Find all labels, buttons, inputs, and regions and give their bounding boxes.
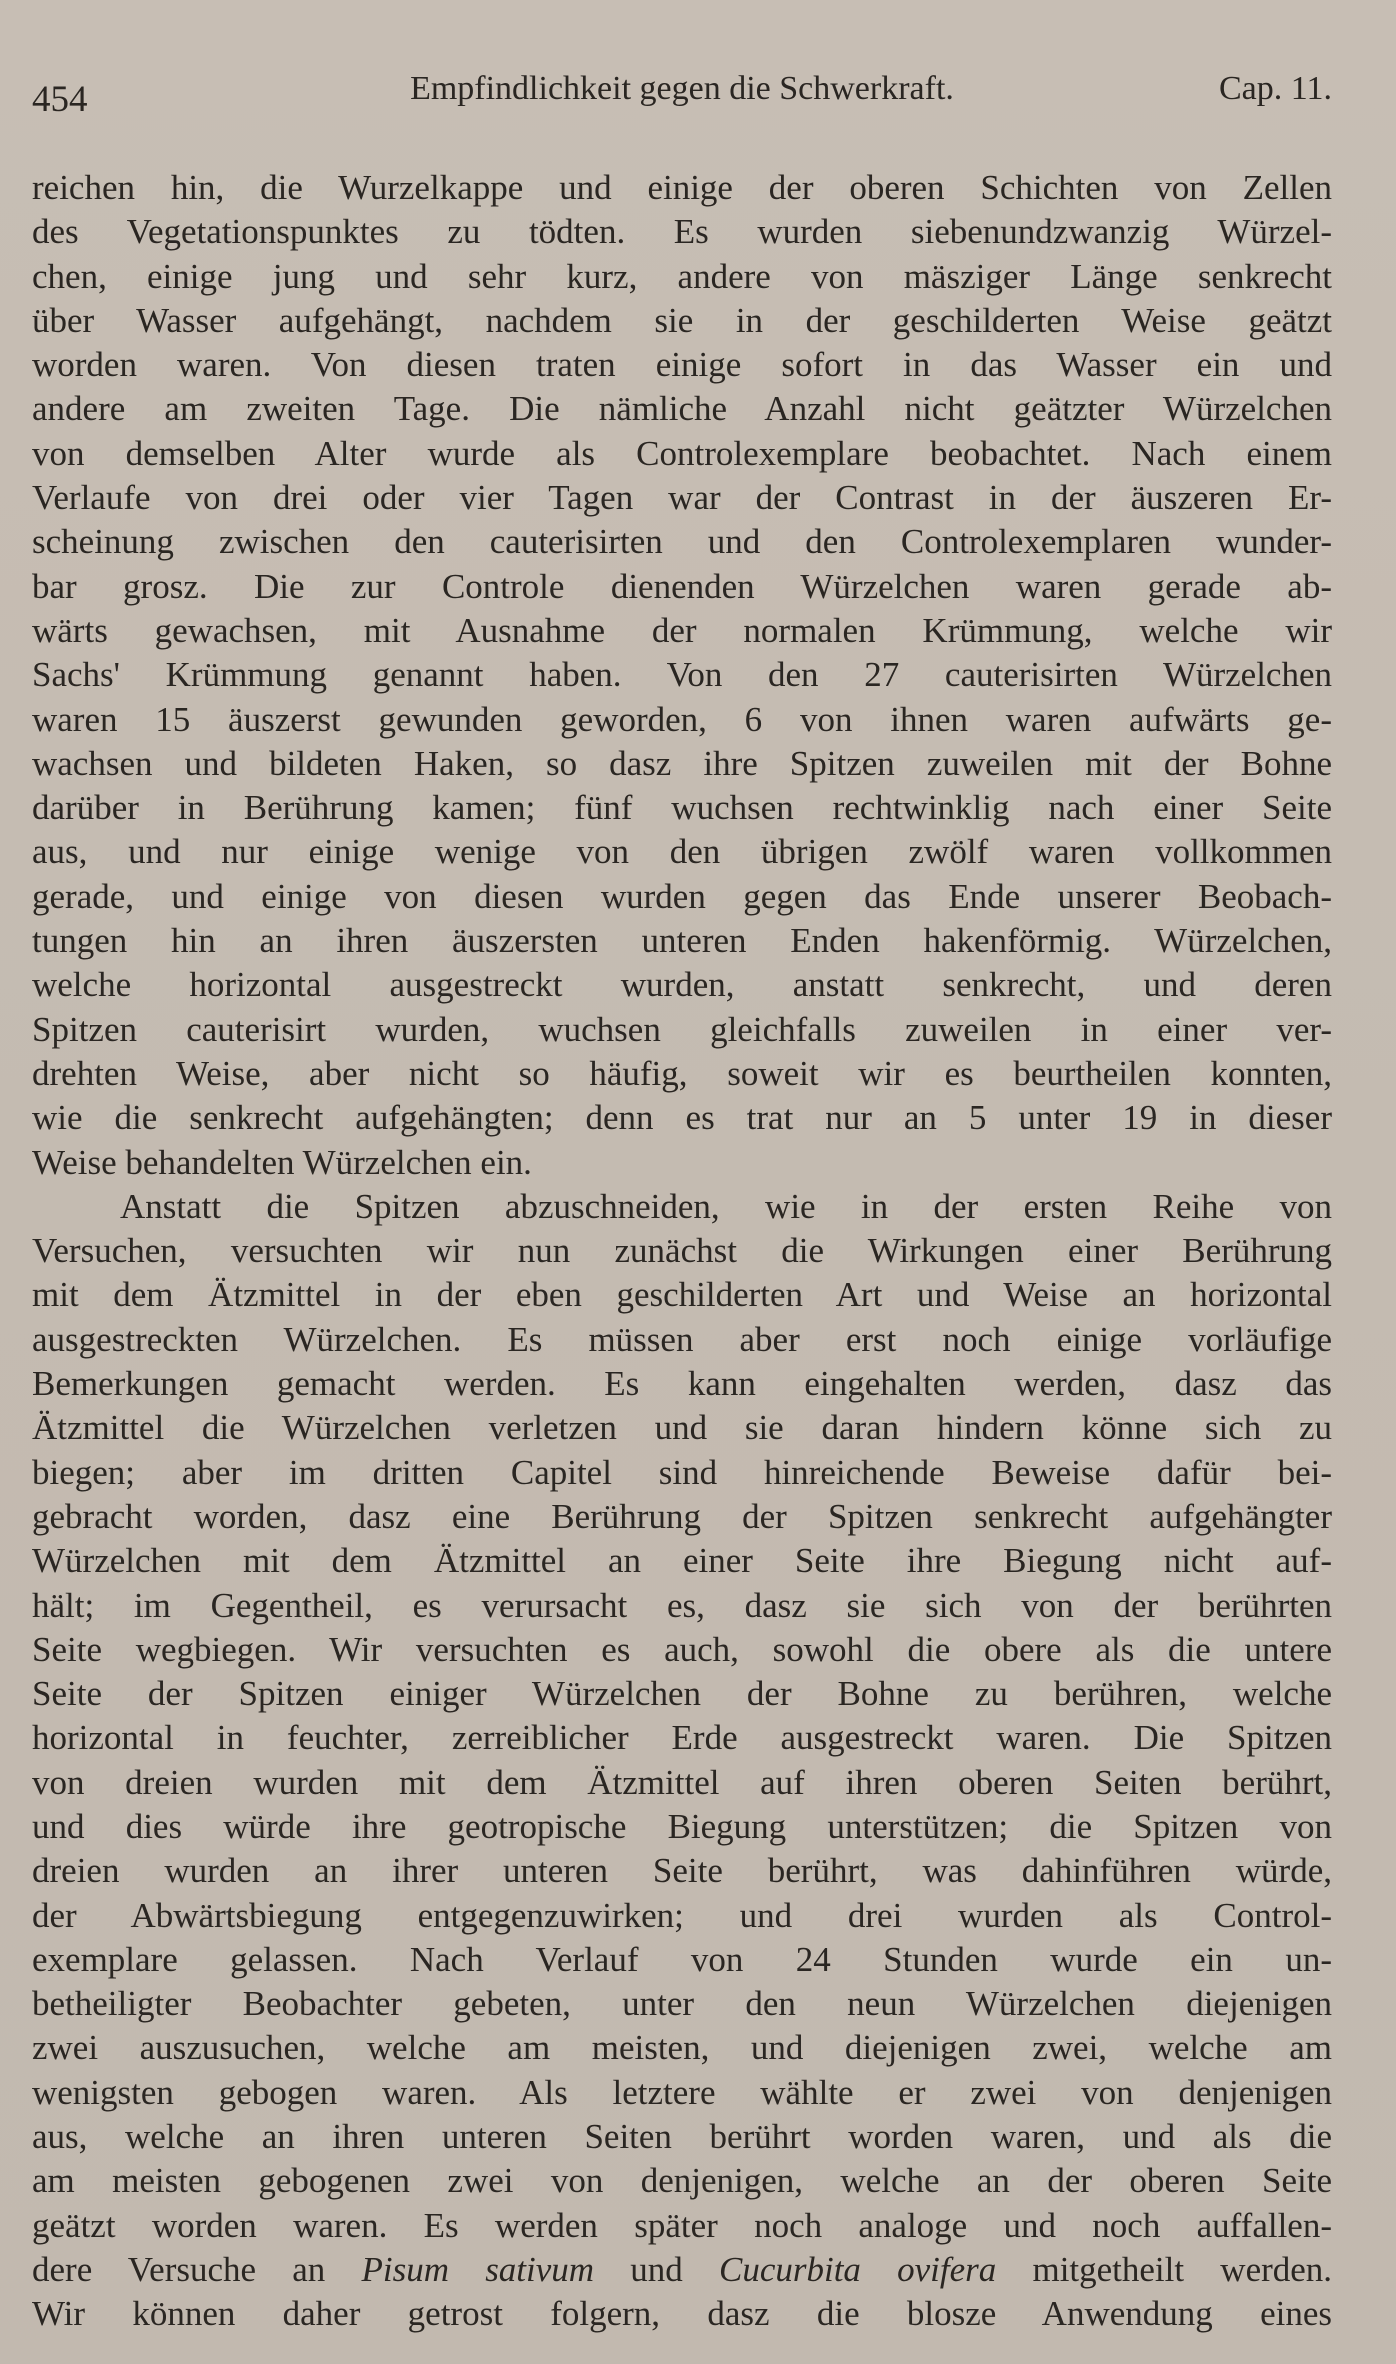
- text-line: mit dem Ätzmittel in der eben geschilderten Art und Weise an horizontal: [32, 1275, 1332, 1315]
- text-line: des Vegetationspunktes zu tödten. Es wurden siebenundzwanzig Würzel-: [32, 212, 1332, 252]
- text-line: wachsen und bildeten Haken, so dasz ihre Spitzen zuweilen mit der Bohne: [32, 743, 1332, 783]
- text-line: Seite wegbiegen. Wir versuchten es auch, sowohl die obere als die untere: [32, 1629, 1332, 1669]
- text-segment: dere Versuche an: [32, 2249, 326, 2289]
- text-segment: mitgetheilt werden.: [1032, 2249, 1332, 2289]
- body-text: [32, 166, 1332, 2337]
- text-line: aus, und nur einige wenige von den übrigen zwölf waren vollkommen: [32, 832, 1332, 872]
- text-line: Wir können daher getrost folgern, dasz die blosze Anwendung eines: [32, 2294, 1332, 2334]
- text-line: aus, welche an ihren unteren Seiten berührt worden waren, und als die: [32, 2117, 1332, 2157]
- text-line: über Wasser aufgehängt, nachdem sie in der geschilderten Weise geätzt: [32, 300, 1332, 340]
- text-line: welche horizontal ausgestreckt wurden, anstatt senkrecht, und deren: [32, 965, 1332, 1005]
- text-line: ausgestreckten Würzelchen. Es müssen aber erst noch einige vorläufige: [32, 1319, 1332, 1359]
- text-line: am meisten gebogenen zwei von denjenigen, welche an der oberen Seite: [32, 2161, 1332, 2201]
- text-line: bar grosz. Die zur Controle dienenden Würzelchen waren gerade ab-: [32, 566, 1332, 606]
- text-line: Verlaufe von drei oder vier Tagen war der Contrast in der äuszeren Er-: [32, 478, 1332, 518]
- text-line: betheiligter Beobachter gebeten, unter den neun Würzelchen diejenigen: [32, 1984, 1332, 2024]
- text-line: worden waren. Von diesen traten einige sofort in das Wasser ein und: [32, 345, 1332, 385]
- species-name-pisum: Pisum sativum: [361, 2249, 595, 2289]
- text-line: zwei auszusuchen, welche am meisten, und diejenigen zwei, welche am: [32, 2028, 1332, 2068]
- text-line: der Abwärtsbiegung entgegenzuwirken; und drei wurden als Control-: [32, 1895, 1332, 1935]
- text-line: Bemerkungen gemacht werden. Es kann eingehalten werden, dasz das: [32, 1364, 1332, 1404]
- running-title: Empfindlichkeit gegen die Schwerkraft.: [410, 70, 954, 107]
- text-line: von dreien wurden mit dem Ätzmittel auf ihren oberen Seiten berührt,: [32, 1762, 1332, 1802]
- text-segment: und: [630, 2249, 683, 2289]
- text-line: wärts gewachsen, mit Ausnahme der normalen Krümmung, welche wir: [32, 610, 1332, 650]
- text-line: scheinung zwischen den cauterisirten und den Controlexemplaren wunder-: [32, 522, 1332, 562]
- text-line: tungen hin an ihren äuszersten unteren Enden hakenförmig. Würzelchen,: [32, 921, 1332, 961]
- text-line: dreien wurden an ihrer unteren Seite berührt, was dahinführen würde,: [32, 1851, 1332, 1891]
- text-line: andere am zweiten Tage. Die nämliche Anzahl nicht geätzter Würzelchen: [32, 389, 1332, 429]
- text-line: Würzelchen mit dem Ätzmittel an einer Seite ihre Biegung nicht auf-: [32, 1541, 1332, 1581]
- text-line: Sachs' Krümmung genannt haben. Von den 27 cauterisirten Würzelchen: [32, 655, 1332, 695]
- text-line: darüber in Berührung kamen; fünf wuchsen rechtwinklig nach einer Seite: [32, 788, 1332, 828]
- page-number: 454: [32, 79, 88, 120]
- text-line: Seite der Spitzen einiger Würzelchen der Bohne zu berühren, welche: [32, 1674, 1332, 1714]
- text-line: [32, 2248, 1332, 2292]
- text-line: von demselben Alter wurde als Controlexemplare beobachtet. Nach einem: [32, 433, 1332, 473]
- text-line: horizontal in feuchter, zerreiblicher Erde ausgestreckt waren. Die Spitzen: [32, 1718, 1332, 1758]
- text-line: Anstatt die Spitzen abzuschneiden, wie in der ersten Reihe von: [120, 1186, 1332, 1226]
- text-line: und dies würde ihre geotropische Biegung unterstützen; die Spitzen von: [32, 1806, 1332, 1846]
- text-line: gebracht worden, dasz eine Berührung der Spitzen senkrecht aufgehängter: [32, 1496, 1332, 1536]
- text-line: Spitzen cauterisirt wurden, wuchsen gleichfalls zuweilen in einer ver-: [32, 1009, 1332, 1049]
- text-line: reichen hin, die Wurzelkappe und einige der oberen Schichten von Zellen: [32, 168, 1332, 207]
- text-line: exemplare gelassen. Nach Verlauf von 24 Stunden wurde ein un-: [32, 1939, 1332, 1979]
- text-line: drehten Weise, aber nicht so häufig, soweit wir es beurtheilen konnten,: [32, 1053, 1332, 1093]
- text-line: Versuchen, versuchten wir nun zunächst die Wirkungen einer Berührung: [32, 1231, 1332, 1271]
- text-line: waren 15 äuszerst gewunden geworden, 6 von ihnen waren aufwärts ge-: [32, 699, 1332, 739]
- species-name-cucurbita: Cucurbita ovifera: [718, 2249, 997, 2289]
- text-line: hält; im Gegentheil, es verursacht es, dasz sie sich von der berührten: [32, 1585, 1332, 1625]
- text-line: Weise behandelten Würzelchen ein.: [32, 1142, 532, 1182]
- text-line: biegen; aber im dritten Capitel sind hinreichende Beweise dafür bei-: [32, 1452, 1332, 1492]
- running-header: [32, 70, 1332, 120]
- text-line: wenigsten gebogen waren. Als letztere wählte er zwei von denjenigen: [32, 2072, 1332, 2112]
- text-line: geätzt worden waren. Es werden später noch analoge und noch auffallen-: [32, 2205, 1332, 2245]
- chapter-label: Cap. 11.: [1218, 70, 1332, 107]
- text-line: chen, einige jung und sehr kurz, andere von mäsziger Länge senkrecht: [32, 256, 1332, 296]
- text-line: Ätzmittel die Würzelchen verletzen und sie daran hindern könne sich zu: [32, 1408, 1332, 1448]
- text-line: wie die senkrecht aufgehängten; denn es trat nur an 5 unter 19 in dieser: [32, 1098, 1332, 1138]
- text-line: gerade, und einige von diesen wurden gegen das Ende unserer Beobach-: [32, 876, 1332, 916]
